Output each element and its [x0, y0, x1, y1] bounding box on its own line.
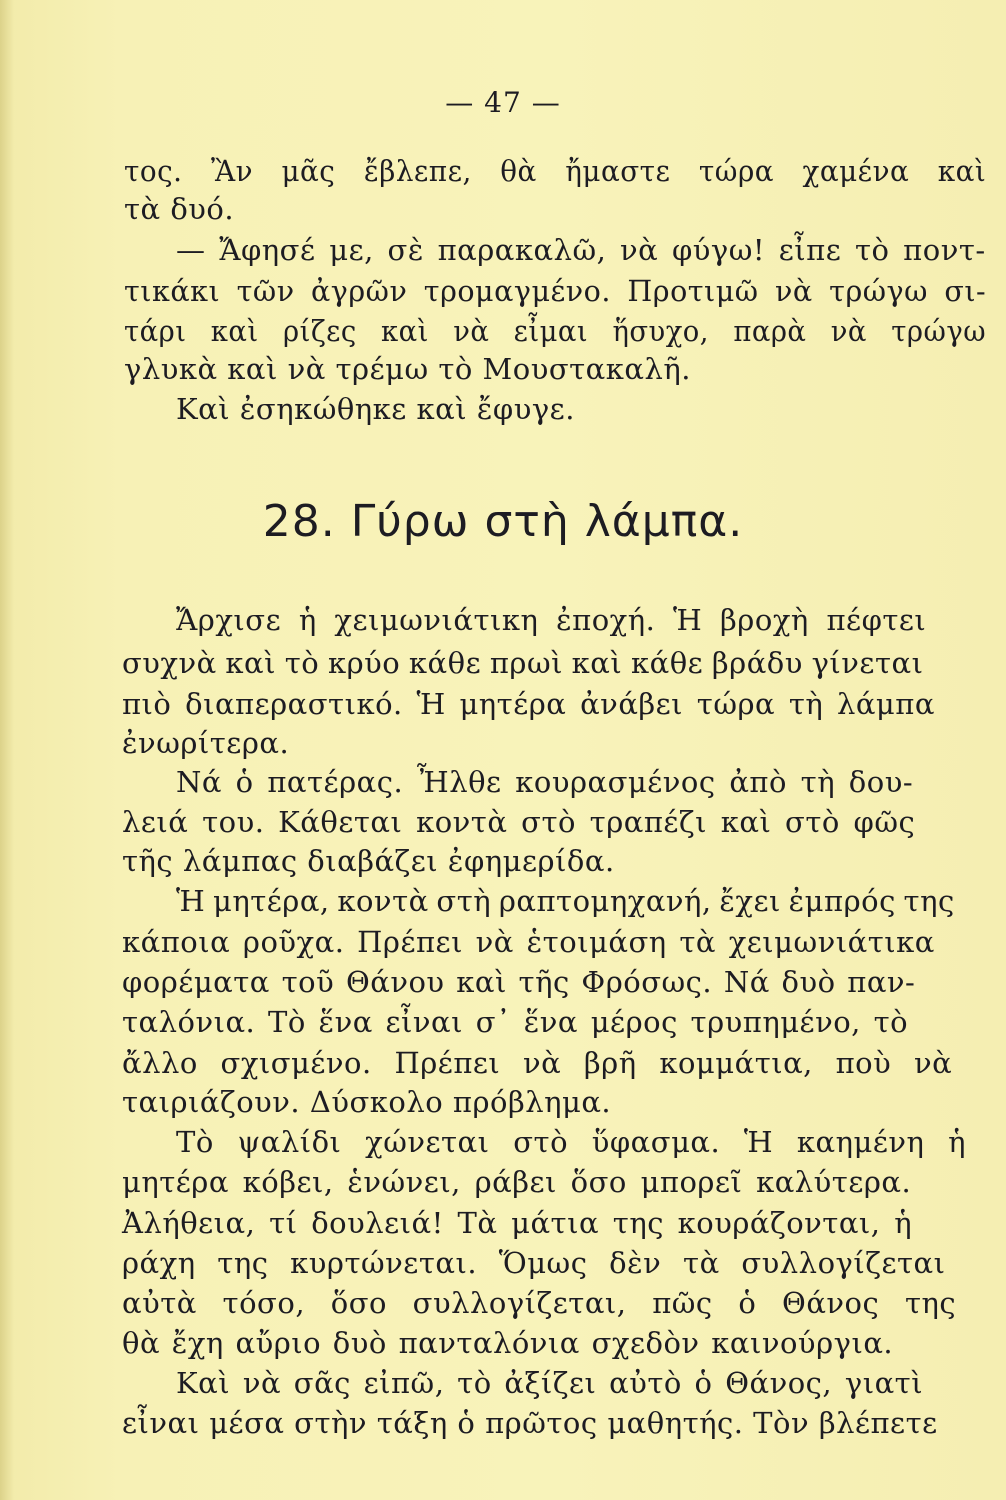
text-line: εἶναι μέσα στὴν τάξη ὁ πρῶτος μαθητής. Τὸν βλέπετε	[122, 1406, 938, 1440]
text-line: γλυκὰ καὶ νὰ τρέμω τὸ Μουστακαλῆ.	[124, 352, 691, 386]
page-number: — 47 —	[445, 86, 561, 119]
text-line: ταλόνια. Τὸ ἕνα εἶναι σ᾿ ἕνα μέρος τρυπημένο, τὸ	[122, 1005, 909, 1039]
text-line: Καὶ ἐσηκώθηκε καὶ ἔφυγε.	[176, 392, 575, 426]
text-line: Ἄρχισε ἡ χειμωνιάτικη ἐποχή. Ἡ βροχὴ πέφτει	[176, 603, 927, 637]
chapter-title: 28. Γύρω στὴ λάμπα.	[262, 496, 744, 547]
text-line: συχνὰ καὶ τὸ κρύο κάθε πρωὶ καὶ κάθε βράδυ γίνεται	[122, 646, 924, 680]
text-line: τικάκι τῶν ἀγρῶν τρομαγμένο. Προτιμῶ νὰ τρώγω σι-	[124, 274, 987, 308]
text-line: Νά ὁ πατέρας. Ἦλθε κουρασμένος ἀπὸ τὴ δου-	[176, 765, 914, 799]
text-line: μητέρα κόβει, ἑνώνει, ράβει ὅσο μπορεῖ καλύτερα.	[122, 1165, 912, 1199]
text-line: τος. Ἂν μᾶς ἔβλεπε, θὰ ἤμαστε τώρα χαμένα καὶ	[124, 154, 987, 188]
text-line: Ἡ μητέρα, κοντὰ στὴ ραπτομηχανή, ἔχει ἐμπρός της	[176, 884, 955, 918]
text-line: κάποια ροῦχα. Πρέπει νὰ ἑτοιμάση τὰ χειμωνιάτικα	[122, 925, 935, 959]
text-line: ράχη της κυρτώνεται. Ὅμως δὲν τὰ συλλογίζεται	[122, 1246, 946, 1280]
text-line: αὐτὰ τόσο, ὅσο συλλογίζεται, πῶς ὁ Θάνος της	[122, 1286, 957, 1320]
text-line: φορέματα τοῦ Θάνου καὶ τῆς Φρόσως. Νά δυὸ παν-	[122, 965, 916, 999]
text-line: ταιριάζουν. Δύσκολο πρόβλημα.	[122, 1085, 612, 1119]
text-line: ἐνωρίτερα.	[122, 726, 290, 760]
text-line: θὰ ἔχη αὔριο δυὸ πανταλόνια σχεδὸν καινούργια.	[122, 1326, 894, 1360]
text-line: Καὶ νὰ σᾶς εἰπῶ, τὸ ἀξίζει αὐτὸ ὁ Θάνος, γιατὶ	[176, 1366, 924, 1400]
text-line: τάρι καὶ ρίζες καὶ νὰ εἶμαι ἥσυχο, παρὰ νὰ τρώγω	[124, 314, 987, 348]
page-edge-shadow	[0, 0, 14, 1500]
text-line: Τὸ ψαλίδι χώνεται στὸ ὕφασμα. Ἡ καημένη ἡ	[176, 1125, 966, 1159]
text-line: πιὸ διαπεραστικό. Ἡ μητέρα ἀνάβει τώρα τὴ λάμπα	[122, 687, 935, 721]
text-line: τὰ δυό.	[124, 192, 235, 226]
text-line: ἄλλο σχισμένο. Πρέπει νὰ βρῆ κομμάτια, ποὺ νὰ	[122, 1046, 953, 1080]
text-line: τῆς λάμπας διαβάζει ἐφημερίδα.	[122, 844, 615, 878]
text-line: λειά του. Κάθεται κοντὰ στὸ τραπέζι καὶ στὸ φῶς	[122, 805, 916, 839]
text-line: Ἀλήθεια, τί δουλειά! Τὰ μάτια της κουράζονται, ἡ	[122, 1206, 913, 1240]
text-line: — Ἄφησέ με, σὲ παρακαλῶ, νὰ φύγω! εἶπε τὸ ποντ-	[176, 233, 986, 267]
